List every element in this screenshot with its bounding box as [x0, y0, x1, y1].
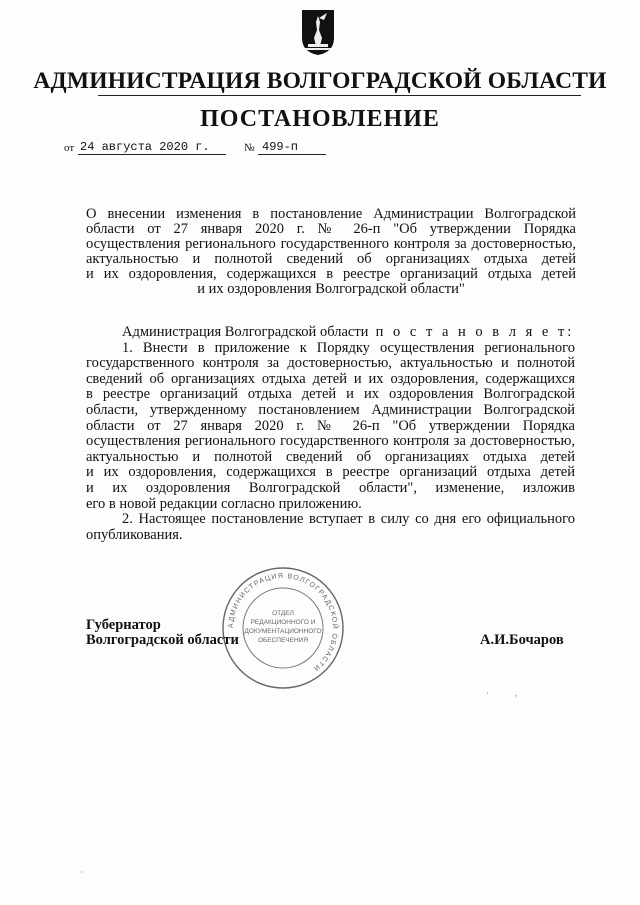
organization-name: АДМИНИСТРАЦИЯ ВОЛГОГРАДСКОЙ ОБЛАСТИ [33, 68, 607, 94]
header-divider [98, 95, 581, 96]
stamp-inner-text: ОБЕСПЕЧЕНИЯ [257, 637, 309, 644]
number-underline [258, 154, 326, 155]
signatory-position [86, 618, 239, 648]
position-line: Губернатор [86, 617, 161, 633]
document-type-heading: ПОСТАНОВЛЕНИЕ [200, 106, 440, 132]
body-line: области от 27 января 2020 г. № 26-п "Об утверждении Порядка [86, 417, 575, 434]
scan-speck: · [486, 688, 489, 698]
document-body [86, 325, 575, 543]
body-line: сведений об организациях отдыха детей и их оздоровления, содержащихся [86, 370, 575, 387]
date-prefix: от [64, 142, 75, 154]
volgograd-coat-of-arms-icon [300, 8, 336, 56]
body-line: 1. Внести в приложение к Порядку осуществления регионального [122, 339, 575, 356]
body-line: 2. Настоящее постановление вступает в силу со дня его официального [122, 511, 575, 528]
signatory-name: А.И.Бочаров [480, 632, 564, 648]
scan-speck: , [515, 688, 518, 698]
body-line: и их оздоровления Волгоградской области", изменение, изложив [86, 479, 575, 496]
document-title [86, 207, 576, 297]
body-line: осуществления регионального государственного контроля за достоверностью, [86, 433, 575, 450]
stamp-ring-text: АДМИНИСТРАЦИЯ ВОЛГОГРАДСКОЙ ОБЛАСТИ [227, 572, 339, 673]
stamp-inner-text: ОТДЕЛ [272, 610, 294, 617]
body-line: опубликования. [86, 526, 183, 543]
date-underline [78, 154, 226, 155]
body-line: области, утвержденному постановлением Администрации Волгоградской [86, 401, 575, 418]
title-line: области от 27 января 2020 г. № 26-п "Об утверждении Порядка [86, 221, 576, 237]
stamp-inner-text: ДОКУМЕНТАЦИОННОГО [244, 628, 322, 635]
title-line: и их оздоровления, содержащихся в реестре организаций отдыха детей [86, 266, 576, 282]
title-line: осуществления регионального государственного контроля за достоверностью, [86, 236, 576, 252]
official-stamp [220, 565, 346, 691]
preamble-verb: п о с т а н о в л я е т: [375, 324, 575, 340]
title-line: О внесении изменения в постановление Администрации Волгоградской [86, 206, 576, 222]
scan-speck: · [80, 867, 83, 877]
body-line: его в новой редакции согласно приложению. [86, 495, 362, 512]
position-line: Волгоградской области [86, 632, 239, 648]
preamble-lead: Администрация Волгоградской области [122, 324, 369, 340]
body-line: и их оздоровления, содержащихся в реестре организаций отдыха детей [86, 464, 575, 481]
number-sign: № [244, 142, 255, 154]
title-line: актуальностью и полнотой сведений об организациях отдыха детей [86, 251, 576, 267]
body-line: государственного контроля за достоверностью, актуальностью и полнотой [86, 355, 575, 372]
preamble [86, 325, 575, 341]
stamp-inner-text: РЕДАКЦИОННОГО И [250, 619, 316, 626]
body-line: актуальностью и полнотой сведений об организациях отдыха детей [86, 448, 575, 465]
title-line: и их оздоровления Волгоградской области" [197, 281, 465, 297]
document-number: 499-п [262, 140, 299, 154]
document-date: 24 августа 2020 г. [80, 140, 210, 154]
body-line: в реестре организаций отдыха детей и их оздоровления Волгоградской [86, 386, 575, 403]
